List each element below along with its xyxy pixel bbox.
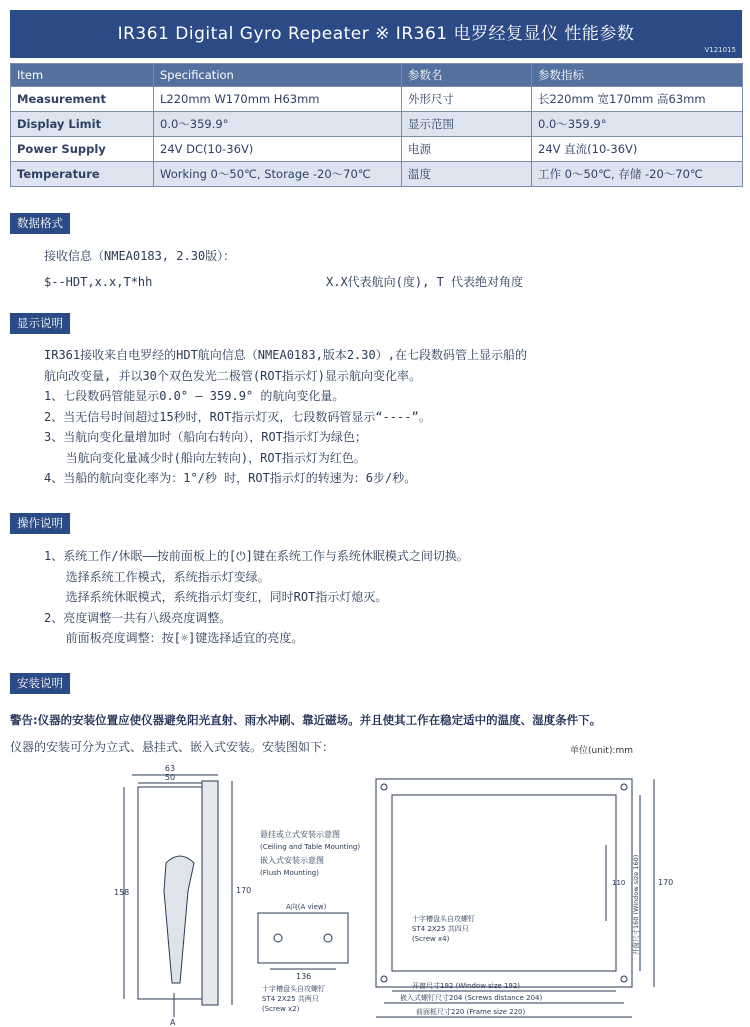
row-param-value: 0.0～359.9° [532,112,743,137]
dim-63: 63 [164,764,176,773]
row-item: Measurement [11,87,154,112]
frame-size: 前面框尺寸220 (Frame size 220) [416,1008,526,1016]
window-h: 开窗尺寸192 (Window size 192) [412,982,521,990]
row-spec: 0.0～359.9° [154,112,402,137]
row-param-value: 工作 0～50℃, 存储 -20～70℃ [532,162,743,187]
dim-170-left: 170 [236,886,252,895]
installation-drawing [0,755,750,1027]
screw2-en: (Screw x2) [262,1005,300,1013]
screw-hole [324,934,332,942]
screw4-en: (Screw x4) [412,935,450,943]
row-param-value: 长220mm 宽170mm 高63mm [532,87,743,112]
flush-en: (Flush Mounting) [260,869,319,877]
nmea-sentence: $--HDT,x.x,T*hh [44,275,153,289]
unit-label: 单位(unit):mm [570,746,634,756]
front-view-frame [376,779,632,987]
screw-hole [274,934,282,942]
section-heading-data-format: 数据格式 [10,213,70,234]
operation-line: 1、系统工作/休眠——按前面板上的[⏻]键在系统工作与系统休眠模式之间切换。 [44,549,469,563]
dim-170-right: 170 [658,878,674,887]
display-line: 航向改变量, 并以30个双色发光二极管(ROT指示灯)显示航向变化率。 [44,368,422,383]
screw-hole [381,784,387,790]
display-line: 2、当无信号时间超过15秒时，ROT指示灯灭，七段数码管显示“----”。 [44,409,431,424]
row-param-name: 显示范围 [402,112,532,137]
screw-hole [621,784,627,790]
operation-line: 前面板亮度调整：按[☼]键选择适宜的亮度。 [44,631,304,645]
screw-dist: 嵌入式螺钉尺寸204 (Screws distance 204) [400,994,543,1002]
dim-158: 158 [114,888,130,897]
screw4-cn: 十字槽盘头自攻螺钉 [412,915,475,923]
screw2-cn: 十字槽盘头自攻螺钉 [262,985,325,993]
a-view-label: A向(A view) [286,903,327,911]
spec-table-header [11,64,743,87]
table-row [11,112,743,137]
data-format-line: 接收信息（NMEA0183, 2.30版）： [44,249,236,263]
dim-136: 136 [296,972,312,981]
row-spec: Working 0～50℃, Storage -20～70℃ [154,162,402,187]
table-row [11,162,743,187]
header-specification: Specification [154,64,402,87]
side-view-front-panel [202,781,218,1005]
section-heading-operation: 操作说明 [10,513,70,534]
row-item: Power Supply [11,137,154,162]
display-line: 3、当航向变化量增加时（船向右转向），ROT指示灯为绿色； [44,430,367,444]
section-heading-installation: 安装说明 [10,673,70,694]
installation-warning: 警告:仪器的安装位置应使仪器避免阳光直射、雨水冲刷、靠近磁场。并且使其工作在稳定适中的温度、湿度条件下。 [10,713,602,727]
dim-50: 50 [164,773,176,782]
flush-cn: 嵌入式安装示意图 [260,856,324,865]
nmea-sentence-note: X.X代表航向(度), T 代表绝对角度 [326,275,524,289]
version-label: V121015 [704,46,736,54]
screw-hole [621,976,627,982]
table-row [11,87,743,112]
header-item: Item [11,64,154,87]
dim-110: 110 [612,879,626,887]
row-param-name: 电源 [402,137,532,162]
spec-table [10,63,743,187]
screw4-spec: ST4 2X25 共四只 [412,925,469,933]
bracket-knob [164,856,194,983]
row-spec: L220mm W170mm H63mm [154,87,402,112]
display-line: 当航向变化量减少时(船向左转向)，ROT指示灯为红色。 [44,450,366,465]
screw2-spec: ST4 2X25 共两只 [262,995,319,1003]
row-param-name: 温度 [402,162,532,187]
display-text-block [44,345,527,489]
operation-line: 选择系统工作模式，系统指示灯变绿。 [44,569,270,584]
banner-title: IR361 Digital Gyro Repeater ※ IR361 电罗经复显仪 性能参数 [117,24,635,44]
row-item: Temperature [11,162,154,187]
mount-cn: 悬挂或立式安装示意图 [260,830,340,839]
operation-line: 2、亮度调整一共有八级亮度调整。 [44,610,232,625]
display-line: 1、七段数码管能显示0.0° — 359.9° 的航向变化量。 [44,389,345,403]
front-view-window [392,795,616,971]
mount-en: (Ceiling and Table Mounting) [260,843,361,851]
row-param-name: 外形尺寸 [402,87,532,112]
header-param-value: 参数指标 [532,64,743,87]
row-spec: 24V DC(10-36V) [154,137,402,162]
title-banner [10,10,742,58]
section-heading-display: 显示说明 [10,313,70,334]
operation-text-block [44,546,469,649]
screw-hole [381,976,387,982]
operation-line: 选择系统休眠模式，系统指示灯变红，同时ROT指示灯熄灭。 [44,590,388,604]
row-param-value: 24V 直流(10-36V) [532,137,743,162]
a-view-box [258,913,348,963]
installation-line: 仪器的安装可分为立式、悬挂式、嵌入式安装。安装图如下： [10,740,335,754]
row-item: Display Limit [11,112,154,137]
header-param-name: 参数名 [402,64,532,87]
a-label: A [170,1018,176,1027]
window-v: 开窗尺寸160 (Window size 160) [632,854,640,955]
display-line: IR361接收来自电罗经的HDT航向信息（NMEA0183,版本2.30）,在七段数码管上显示船的 [44,348,527,362]
display-line: 4、当船的航向变化率为：1°/秒 时，ROT指示灯的转速为：6步/秒。 [44,471,417,485]
table-row [11,137,743,162]
